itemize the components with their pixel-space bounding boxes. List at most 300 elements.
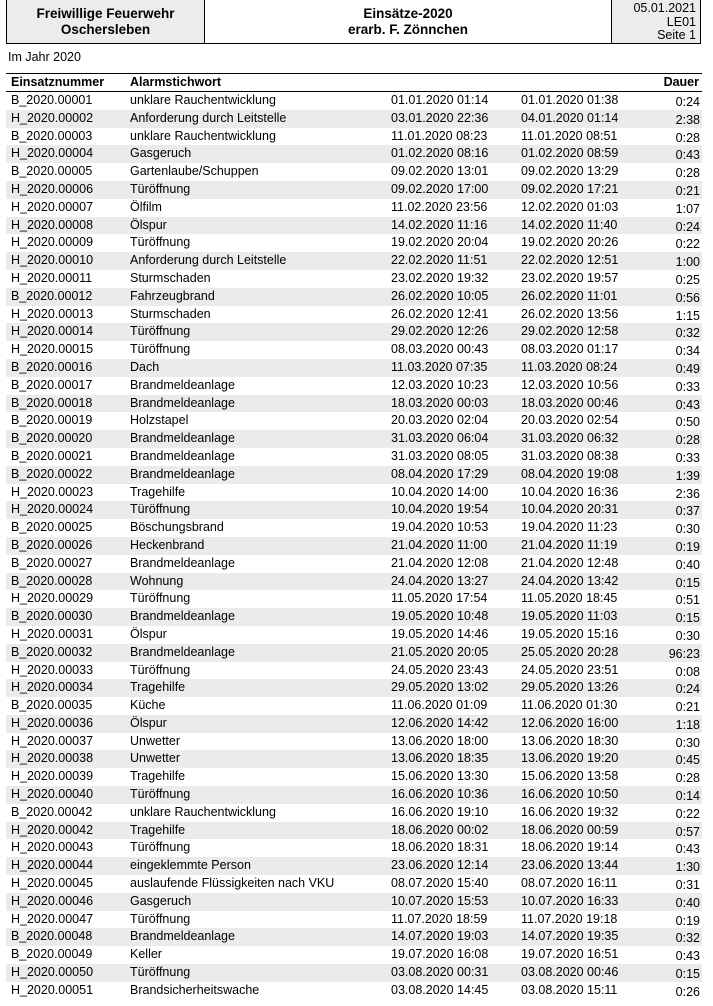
cell-keyword: Sturmschaden xyxy=(130,306,211,321)
cell-id: H_2020.00006 xyxy=(11,181,94,196)
cell-end: 13.06.2020 19:20 xyxy=(521,751,619,766)
cell-start: 18.06.2020 18:31 xyxy=(391,840,489,855)
table-row xyxy=(6,822,702,840)
cell-id: B_2020.00022 xyxy=(11,466,93,481)
cell-end: 03.08.2020 00:46 xyxy=(521,965,619,980)
cell-end: 15.06.2020 13:58 xyxy=(521,769,619,784)
organization-box xyxy=(7,0,205,43)
cell-duration: 1:18 xyxy=(675,717,700,732)
cell-id: H_2020.00051 xyxy=(11,982,94,997)
cell-keyword: Türöffnung xyxy=(130,662,191,677)
cell-id: B_2020.00003 xyxy=(11,128,93,143)
cell-duration: 0:43 xyxy=(675,949,700,964)
table-row xyxy=(6,679,702,697)
cell-start: 19.05.2020 14:46 xyxy=(391,626,489,641)
cell-start: 21.04.2020 12:08 xyxy=(391,555,489,570)
cell-duration: 2:36 xyxy=(675,486,700,501)
cell-id: B_2020.00018 xyxy=(11,395,93,410)
cell-id: H_2020.00007 xyxy=(11,199,94,214)
cell-end: 11.03.2020 08:24 xyxy=(521,359,618,374)
cell-keyword: Türöffnung xyxy=(130,787,191,802)
cell-duration: 0:32 xyxy=(675,326,700,341)
cell-keyword: Gasgeruch xyxy=(130,893,192,908)
cell-id: H_2020.00031 xyxy=(11,626,94,641)
cell-keyword: Küche xyxy=(130,698,166,713)
cell-end: 24.05.2020 23:51 xyxy=(521,662,619,677)
cell-id: B_2020.00048 xyxy=(11,929,93,944)
table-row xyxy=(6,964,702,982)
cell-end: 24.04.2020 13:42 xyxy=(521,573,619,588)
table-row xyxy=(6,341,702,359)
cell-end: 20.03.2020 02:54 xyxy=(521,413,619,428)
cell-duration: 0:15 xyxy=(675,611,700,626)
table-row xyxy=(6,395,702,413)
cell-start: 12.03.2020 10:23 xyxy=(391,377,489,392)
cell-end: 08.03.2020 01:17 xyxy=(521,342,619,357)
cell-start: 09.02.2020 13:01 xyxy=(391,164,489,179)
cell-keyword: unklare Rauchentwicklung xyxy=(130,93,276,107)
cell-duration: 0:21 xyxy=(675,700,700,715)
cell-keyword: unklare Rauchentwicklung xyxy=(130,804,276,819)
cell-keyword: Ölspur xyxy=(130,626,167,641)
cell-duration: 0:14 xyxy=(675,789,700,804)
cell-end: 12.03.2020 10:56 xyxy=(521,377,619,392)
cell-end: 31.03.2020 06:32 xyxy=(521,431,619,446)
table-row xyxy=(6,893,702,911)
cell-id: H_2020.00014 xyxy=(11,324,94,339)
cell-start: 01.02.2020 08:16 xyxy=(391,146,489,161)
cell-start: 31.03.2020 08:05 xyxy=(391,448,489,463)
cell-id: H_2020.00009 xyxy=(11,235,94,250)
table-row xyxy=(6,430,702,448)
cell-start: 21.04.2020 11:00 xyxy=(391,537,488,552)
cell-keyword: Fahrzeugbrand xyxy=(130,288,215,303)
cell-duration: 0:40 xyxy=(675,895,700,910)
table-row xyxy=(6,234,702,252)
cell-id: H_2020.00029 xyxy=(11,591,94,606)
cell-start: 11.06.2020 01:09 xyxy=(391,698,488,713)
cell-duration: 0:30 xyxy=(675,522,700,537)
table-row xyxy=(6,786,702,804)
table-row xyxy=(6,662,702,680)
cell-id: H_2020.00002 xyxy=(11,110,94,125)
cell-duration: 1:07 xyxy=(675,201,700,216)
cell-keyword: eingeklemmte Person xyxy=(130,858,251,873)
cell-start: 11.07.2020 18:59 xyxy=(391,911,488,926)
table-row xyxy=(6,377,702,395)
cell-id: H_2020.00011 xyxy=(11,270,93,285)
cell-duration: 0:15 xyxy=(675,967,700,982)
cell-start: 26.02.2020 12:41 xyxy=(391,306,489,321)
cell-keyword: Gartenlaube/Schuppen xyxy=(130,164,259,179)
cell-duration: 1:30 xyxy=(675,860,700,875)
table-row xyxy=(6,768,702,786)
cell-start: 11.02.2020 23:56 xyxy=(391,199,488,214)
cell-duration: 0:32 xyxy=(675,931,700,946)
table-row xyxy=(6,982,702,1000)
cell-id: H_2020.00046 xyxy=(11,893,94,908)
cell-id: H_2020.00036 xyxy=(11,715,94,730)
cell-duration: 0:34 xyxy=(675,344,700,359)
table-row xyxy=(6,181,702,199)
cell-end: 18.03.2020 00:46 xyxy=(521,395,619,410)
cell-duration: 0:19 xyxy=(675,539,700,554)
cell-end: 11.06.2020 01:30 xyxy=(521,698,618,713)
cell-end: 18.06.2020 19:14 xyxy=(521,840,619,855)
cell-end: 19.04.2020 11:23 xyxy=(521,520,618,535)
cell-id: H_2020.00040 xyxy=(11,787,94,802)
cell-start: 22.02.2020 11:51 xyxy=(391,253,488,268)
cell-keyword: Türöffnung xyxy=(130,324,191,339)
cell-id: H_2020.00008 xyxy=(11,217,94,232)
column-header-duration: Dauer xyxy=(663,75,699,89)
cell-keyword: Heckenbrand xyxy=(130,537,205,552)
cell-end: 01.02.2020 08:59 xyxy=(521,146,619,161)
table-row xyxy=(6,644,702,662)
cell-duration: 0:45 xyxy=(675,753,700,768)
cell-start: 03.08.2020 14:45 xyxy=(391,982,489,997)
cell-start: 19.02.2020 20:04 xyxy=(391,235,489,250)
cell-end: 19.02.2020 20:26 xyxy=(521,235,619,250)
cell-end: 10.04.2020 16:36 xyxy=(521,484,619,499)
table-row xyxy=(6,928,702,946)
cell-id: H_2020.00043 xyxy=(11,840,94,855)
cell-keyword: Brandmeldeanlage xyxy=(130,431,235,446)
cell-duration: 0:08 xyxy=(675,664,700,679)
cell-start: 12.06.2020 14:42 xyxy=(391,715,489,730)
cell-duration: 0:57 xyxy=(675,824,700,839)
cell-start: 08.03.2020 00:43 xyxy=(391,342,489,357)
cell-keyword: Türöffnung xyxy=(130,965,191,980)
cell-duration: 0:51 xyxy=(675,593,700,608)
cell-keyword: Wohnung xyxy=(130,573,184,588)
cell-duration: 1:39 xyxy=(675,468,700,483)
cell-start: 21.05.2020 20:05 xyxy=(391,644,489,659)
cell-id: H_2020.00033 xyxy=(11,662,94,677)
report-code: LE01 xyxy=(666,14,696,29)
cell-duration: 0:37 xyxy=(675,504,700,519)
cell-keyword: Sturmschaden xyxy=(130,270,211,285)
cell-id: H_2020.00015 xyxy=(11,342,94,357)
cell-start: 16.06.2020 10:36 xyxy=(391,787,489,802)
cell-duration: 2:38 xyxy=(675,112,700,127)
cell-start: 14.07.2020 19:03 xyxy=(391,929,489,944)
table-row xyxy=(6,163,702,181)
cell-id: H_2020.00044 xyxy=(11,858,94,873)
cell-id: H_2020.00004 xyxy=(11,146,94,161)
table-header-row xyxy=(6,73,702,92)
table-row xyxy=(6,715,702,733)
table-row xyxy=(6,199,702,217)
cell-keyword: Tragehilfe xyxy=(130,680,186,695)
column-header-keyword: Alarmstichwort xyxy=(130,75,221,89)
cell-duration: 0:30 xyxy=(675,735,700,750)
cell-keyword: Keller xyxy=(130,947,162,962)
cell-id: H_2020.00034 xyxy=(11,680,94,695)
table-row xyxy=(6,110,702,128)
cell-start: 19.04.2020 10:53 xyxy=(391,520,489,535)
cell-id: B_2020.00025 xyxy=(11,520,93,535)
cell-duration: 0:43 xyxy=(675,842,700,857)
table-row xyxy=(6,412,702,430)
cell-duration: 0:28 xyxy=(675,771,700,786)
cell-start: 08.04.2020 17:29 xyxy=(391,466,489,481)
cell-keyword: Türöffnung xyxy=(130,342,191,357)
cell-end: 01.01.2020 01:38 xyxy=(521,93,619,107)
organization-city: Oschersleben xyxy=(60,22,151,37)
cell-id: H_2020.00045 xyxy=(11,876,94,891)
cell-id: H_2020.00047 xyxy=(11,911,94,926)
table-row xyxy=(6,857,702,875)
cell-end: 25.05.2020 20:28 xyxy=(521,644,619,659)
table-row xyxy=(6,911,702,929)
cell-start: 09.02.2020 17:00 xyxy=(391,181,489,196)
cell-keyword: Gasgeruch xyxy=(130,146,192,161)
cell-keyword: Dach xyxy=(130,359,160,374)
page-number: Seite 1 xyxy=(657,28,696,42)
cell-start: 19.07.2020 16:08 xyxy=(391,947,489,962)
cell-start: 26.02.2020 10:05 xyxy=(391,288,489,303)
cell-keyword: Anforderung durch Leitstelle xyxy=(130,110,287,125)
cell-id: B_2020.00016 xyxy=(11,359,93,374)
cell-end: 14.07.2020 19:35 xyxy=(521,929,619,944)
cell-duration: 0:26 xyxy=(675,984,700,999)
cell-duration: 0:56 xyxy=(675,290,700,305)
table-row xyxy=(6,466,702,484)
cell-id: B_2020.00017 xyxy=(11,377,93,392)
cell-keyword: Brandmeldeanlage xyxy=(130,555,235,570)
table-row xyxy=(6,537,702,555)
cell-end: 10.07.2020 16:33 xyxy=(521,893,619,908)
cell-end: 09.02.2020 17:21 xyxy=(521,181,619,196)
cell-duration: 0:24 xyxy=(675,682,700,697)
table-row xyxy=(6,519,702,537)
cell-keyword: Türöffnung xyxy=(130,235,191,250)
cell-end: 26.02.2020 11:01 xyxy=(521,288,618,303)
cell-keyword: Anforderung durch Leitstelle xyxy=(130,253,287,268)
cell-keyword: Brandmeldeanlage xyxy=(130,466,235,481)
cell-end: 31.03.2020 08:38 xyxy=(521,448,619,463)
cell-end: 26.02.2020 13:56 xyxy=(521,306,619,321)
cell-start: 03.01.2020 22:36 xyxy=(391,110,489,125)
cell-duration: 1:00 xyxy=(675,255,700,270)
cell-id: B_2020.00027 xyxy=(11,555,93,570)
cell-end: 03.08.2020 15:11 xyxy=(521,982,618,997)
cell-duration: 0:43 xyxy=(675,148,700,163)
cell-keyword: Brandsicherheitswache xyxy=(130,982,260,997)
cell-start: 20.03.2020 02:04 xyxy=(391,413,489,428)
cell-end: 14.02.2020 11:40 xyxy=(521,217,618,232)
table-row xyxy=(6,252,702,270)
cell-end: 21.04.2020 12:48 xyxy=(521,555,619,570)
report-title-box xyxy=(205,0,612,43)
cell-keyword: Türöffnung xyxy=(130,181,191,196)
cell-id: B_2020.00020 xyxy=(11,431,93,446)
cell-start: 29.02.2020 12:26 xyxy=(391,324,489,339)
cell-keyword: Tragehilfe xyxy=(130,484,186,499)
cell-duration: 0:31 xyxy=(675,878,700,893)
cell-end: 04.01.2020 01:14 xyxy=(521,110,619,125)
cell-duration: 0:49 xyxy=(675,361,700,376)
cell-keyword: Tragehilfe xyxy=(130,822,186,837)
cell-start: 24.04.2020 13:27 xyxy=(391,573,489,588)
cell-keyword: auslaufende Flüssigkeiten nach VKU xyxy=(130,876,335,891)
table-row xyxy=(6,270,702,288)
table-row xyxy=(6,804,702,822)
cell-start: 15.06.2020 13:30 xyxy=(391,769,489,784)
cell-duration: 0:43 xyxy=(675,397,700,412)
cell-id: B_2020.00042 xyxy=(11,804,93,819)
cell-start: 31.03.2020 06:04 xyxy=(391,431,489,446)
cell-start: 24.05.2020 23:43 xyxy=(391,662,489,677)
incidents-table xyxy=(6,73,702,1000)
cell-duration: 1:15 xyxy=(675,308,700,323)
cell-keyword: Brandmeldeanlage xyxy=(130,929,235,944)
cell-start: 10.07.2020 15:53 xyxy=(391,893,489,908)
table-row xyxy=(6,750,702,768)
cell-id: B_2020.00030 xyxy=(11,609,93,624)
cell-duration: 0:28 xyxy=(675,130,700,145)
cell-start: 23.06.2020 12:14 xyxy=(391,858,489,873)
cell-start: 10.04.2020 14:00 xyxy=(391,484,489,499)
cell-end: 11.07.2020 19:18 xyxy=(521,911,618,926)
cell-id: H_2020.00042 xyxy=(11,822,94,837)
cell-duration: 0:25 xyxy=(675,272,700,287)
cell-end: 11.01.2020 08:51 xyxy=(521,128,618,143)
cell-start: 18.03.2020 00:03 xyxy=(391,395,489,410)
cell-keyword: Unwetter xyxy=(130,751,181,766)
cell-keyword: Ölfilm xyxy=(130,199,162,214)
cell-end: 29.02.2020 12:58 xyxy=(521,324,619,339)
table-row xyxy=(6,733,702,751)
cell-id: B_2020.00032 xyxy=(11,644,93,659)
cell-keyword: Ölspur xyxy=(130,715,167,730)
table-body xyxy=(6,92,702,1000)
table-row xyxy=(6,92,702,110)
cell-duration: 0:24 xyxy=(675,219,700,234)
cell-start: 13.06.2020 18:35 xyxy=(391,751,489,766)
cell-end: 23.02.2020 19:57 xyxy=(521,270,619,285)
cell-start: 10.04.2020 19:54 xyxy=(391,502,489,517)
table-row xyxy=(6,608,702,626)
cell-duration: 0:21 xyxy=(675,183,700,198)
organization-name: Freiwillige Feuerwehr xyxy=(36,6,175,21)
cell-id: B_2020.00012 xyxy=(11,288,93,303)
cell-start: 08.07.2020 15:40 xyxy=(391,876,489,891)
table-row xyxy=(6,128,702,146)
cell-keyword: Böschungsbrand xyxy=(130,520,224,535)
cell-keyword: Ölspur xyxy=(130,217,167,232)
report-subtitle: Im Jahr 2020 xyxy=(8,50,81,64)
cell-keyword: Türöffnung xyxy=(130,502,191,517)
cell-end: 19.05.2020 15:16 xyxy=(521,626,619,641)
cell-id: B_2020.00021 xyxy=(11,448,93,463)
cell-id: B_2020.00028 xyxy=(11,573,93,588)
table-row xyxy=(6,501,702,519)
cell-start: 11.03.2020 07:35 xyxy=(391,359,488,374)
cell-duration: 0:19 xyxy=(675,913,700,928)
cell-duration: 0:22 xyxy=(675,237,700,252)
cell-start: 03.08.2020 00:31 xyxy=(391,965,489,980)
cell-keyword: Unwetter xyxy=(130,733,181,748)
cell-end: 12.06.2020 16:00 xyxy=(521,715,619,730)
cell-id: B_2020.00001 xyxy=(11,93,93,107)
cell-keyword: Tragehilfe xyxy=(130,769,186,784)
cell-end: 22.02.2020 12:51 xyxy=(521,253,619,268)
cell-keyword: Brandmeldeanlage xyxy=(130,448,235,463)
cell-keyword: Türöffnung xyxy=(130,591,191,606)
table-row xyxy=(6,590,702,608)
cell-keyword: unklare Rauchentwicklung xyxy=(130,128,276,143)
cell-id: B_2020.00005 xyxy=(11,164,93,179)
table-row xyxy=(6,573,702,591)
cell-end: 08.04.2020 19:08 xyxy=(521,466,619,481)
cell-id: H_2020.00023 xyxy=(11,484,94,499)
report-title: Einsätze-2020 xyxy=(363,6,453,21)
cell-end: 21.04.2020 11:19 xyxy=(521,537,618,552)
cell-duration: 0:30 xyxy=(675,628,700,643)
table-row xyxy=(6,875,702,893)
cell-end: 10.04.2020 20:31 xyxy=(521,502,619,517)
cell-duration: 0:24 xyxy=(675,95,700,109)
cell-end: 13.06.2020 18:30 xyxy=(521,733,619,748)
cell-duration: 0:15 xyxy=(675,575,700,590)
cell-duration: 0:28 xyxy=(675,166,700,181)
cell-keyword: Türöffnung xyxy=(130,840,191,855)
cell-keyword: Brandmeldeanlage xyxy=(130,644,235,659)
cell-id: H_2020.00037 xyxy=(11,733,94,748)
cell-start: 01.01.2020 01:14 xyxy=(391,93,489,107)
report-meta-box xyxy=(612,0,700,43)
cell-keyword: Brandmeldeanlage xyxy=(130,377,235,392)
cell-duration: 0:28 xyxy=(675,433,700,448)
cell-id: H_2020.00038 xyxy=(11,751,94,766)
cell-keyword: Brandmeldeanlage xyxy=(130,609,235,624)
cell-duration: 0:50 xyxy=(675,415,700,430)
cell-end: 16.06.2020 19:32 xyxy=(521,804,619,819)
cell-start: 16.06.2020 19:10 xyxy=(391,804,489,819)
cell-start: 11.05.2020 17:54 xyxy=(391,591,488,606)
cell-end: 09.02.2020 13:29 xyxy=(521,164,619,179)
cell-start: 14.02.2020 11:16 xyxy=(391,217,488,232)
table-row xyxy=(6,145,702,163)
table-row xyxy=(6,306,702,324)
table-row xyxy=(6,839,702,857)
cell-end: 08.07.2020 16:11 xyxy=(521,876,618,891)
table-row xyxy=(6,626,702,644)
cell-end: 18.06.2020 00:59 xyxy=(521,822,619,837)
cell-start: 13.06.2020 18:00 xyxy=(391,733,489,748)
cell-end: 16.06.2020 10:50 xyxy=(521,787,619,802)
cell-start: 18.06.2020 00:02 xyxy=(391,822,489,837)
report-author: erarb. F. Zönnchen xyxy=(347,22,469,37)
cell-start: 19.05.2020 10:48 xyxy=(391,609,489,624)
cell-duration: 0:40 xyxy=(675,557,700,572)
cell-id: H_2020.00050 xyxy=(11,965,94,980)
cell-end: 19.05.2020 11:03 xyxy=(521,609,618,624)
table-row xyxy=(6,323,702,341)
table-row xyxy=(6,484,702,502)
cell-id: H_2020.00013 xyxy=(11,306,94,321)
cell-duration: 0:33 xyxy=(675,450,700,465)
cell-id: B_2020.00026 xyxy=(11,537,93,552)
cell-id: H_2020.00039 xyxy=(11,769,94,784)
cell-id: B_2020.00035 xyxy=(11,698,93,713)
cell-id: B_2020.00019 xyxy=(11,413,93,428)
report-header xyxy=(6,0,701,44)
cell-keyword: Holzstapel xyxy=(130,413,189,428)
table-row xyxy=(6,697,702,715)
